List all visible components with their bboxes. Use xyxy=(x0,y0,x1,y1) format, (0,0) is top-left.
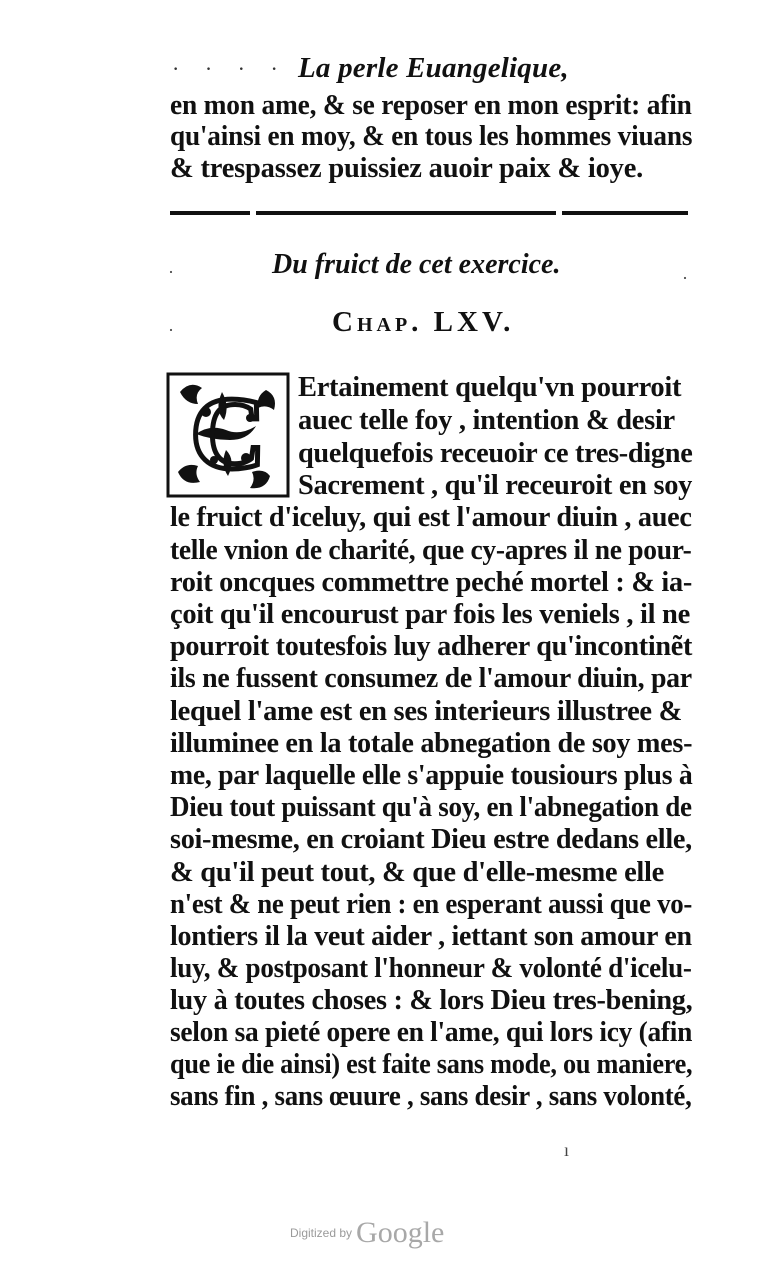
section-title: Du fruict de cet exercice. xyxy=(272,249,561,280)
margin-speck: · xyxy=(168,320,174,340)
paragraph-line: me, par laquelle elle s'appuie tousiours plus à xyxy=(170,760,693,791)
paragraph-line: selon sa pieté opere en l'ame, qui lors icy (afin xyxy=(170,1017,693,1048)
paragraph-line: & qu'il peut tout, & que d'elle-mesme elle xyxy=(170,857,665,888)
paragraph-line: auec telle foy , intention & desir xyxy=(298,405,675,436)
paragraph-line: ils ne fussent consumez de l'amour diuin, par xyxy=(170,663,692,694)
running-head: La perle Euangelique, xyxy=(298,52,569,84)
google-wordmark: Google xyxy=(356,1216,445,1249)
ornament-foliage-icon xyxy=(166,372,290,498)
margin-speck: · xyxy=(168,262,174,282)
paragraph-line: soi-mesme, en croiant Dieu estre dedans elle, xyxy=(170,824,692,855)
paragraph-line: çoit qu'il encourust par fois les veniels , il ne xyxy=(170,599,690,630)
paragraph-line: lontiers il la veut aider , iettant son amour en xyxy=(170,921,692,952)
paragraph-line: le fruict d'iceluy, qui est l'amour diuin , auec xyxy=(170,502,692,533)
running-head-dots: · · · · xyxy=(172,56,288,81)
paragraph-line: illuminee en la totale abnegation de soy mes- xyxy=(170,728,693,759)
paragraph-line: luy à toutes choses : & lors Dieu tres-bening, xyxy=(170,985,693,1016)
paragraph-line: quelquefois receuoir ce tres-digne xyxy=(298,438,693,469)
margin-speck: · xyxy=(682,268,688,288)
paragraph-line: n'est & ne peut rien : en esperant aussi que vo- xyxy=(170,889,693,920)
digitization-watermark xyxy=(290,1216,444,1250)
paragraph-line: Dieu tout puissant qu'à soy, en l'abnegation de xyxy=(170,792,692,823)
paragraph-line: telle vnion de charité, que cy-apres il ne pour- xyxy=(170,535,692,566)
paragraph-line: que ie die ainsi) est faite sans mode, ou maniere, xyxy=(170,1049,693,1080)
rule-gap xyxy=(250,210,256,216)
paragraph-line: roit oncques commettre peché mortel : & ia- xyxy=(170,567,692,598)
paragraph-line: Ertainement quelqu'vn pourroit xyxy=(298,372,682,403)
rule-gap xyxy=(556,210,562,216)
paragraph-line: sans fin , sans œuure , sans desir , sans volonté, xyxy=(170,1081,692,1112)
carry-over-line: en mon ame, & se reposer en mon esprit: afin xyxy=(170,90,692,121)
ornamental-initial-c xyxy=(166,372,290,498)
carry-over-line: qu'ainsi en moy, & en tous les hommes viuans xyxy=(170,121,693,152)
paragraph-line: luy, & postposant l'honneur & volonté d'icelu- xyxy=(170,953,692,984)
chapter-heading: Chap. LXV. xyxy=(332,306,515,338)
paragraph-line: lequel l'ame est en ses interieurs illustree & xyxy=(170,696,683,727)
digitized-by-label: Digitized by xyxy=(290,1226,353,1240)
paragraph-line: Sacrement , qu'il receuroit en soy xyxy=(298,470,693,501)
initial-letter: C xyxy=(190,376,266,491)
margin-speck: ı xyxy=(564,1140,570,1160)
section-divider-rule xyxy=(170,211,688,215)
paragraph-line: pourroit toutesfois luy adherer qu'incontinẽt xyxy=(170,631,693,662)
carry-over-line: & trespassez puissiez auoir paix & ioye. xyxy=(170,153,644,184)
